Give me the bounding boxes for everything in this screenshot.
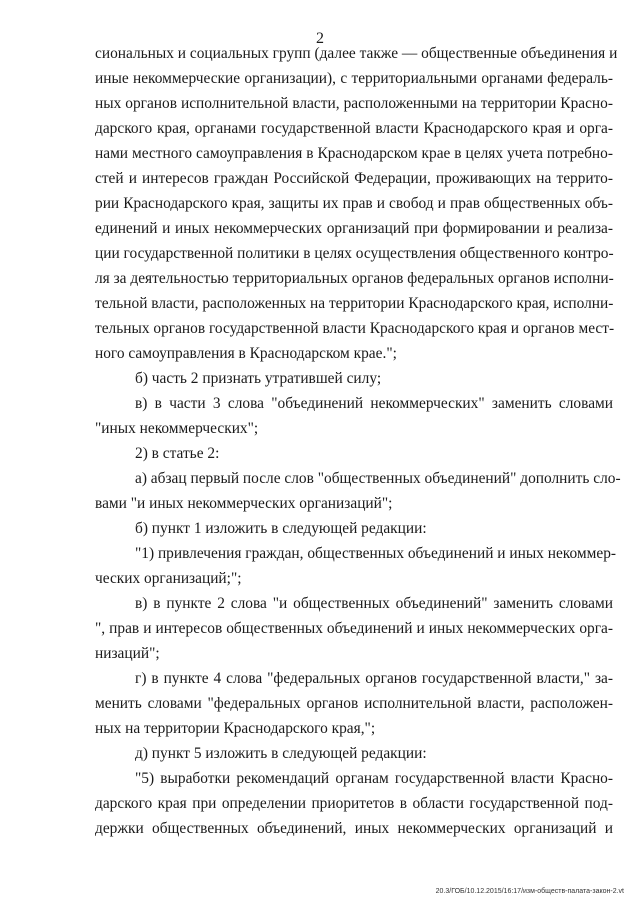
text-line: а) абзац первый после слов "общественных объединений" дополнить сло- [135, 470, 621, 487]
text-line: иные некоммерческие организации), с территориальными органами федераль- [95, 70, 613, 87]
text-line: ", прав и интересов общественных объединений и иных некоммерческих орга- [95, 620, 613, 637]
text-line: ного самоуправления в Краснодарском крае."; [95, 345, 397, 362]
text-line: низаций"; [95, 645, 160, 662]
text-line: "1) привлечения граждан, общественных объединений и иных некоммер- [135, 545, 617, 562]
text-line: г) в пункте 4 слова "федеральных органов государственной власти," за- [135, 670, 613, 687]
text-line: тельной власти, расположенных на территории Краснодарского края, исполни- [95, 295, 614, 312]
text-line: ческих организаций;"; [95, 570, 242, 587]
text-line: вами "и иных некоммерческих организаций"; [95, 495, 393, 512]
text-line: сиональных и социальных групп (далее также — общественные объединения и [95, 45, 618, 62]
page-number: 2 [316, 30, 324, 47]
text-line: ных органов исполнительной власти, расположенными на территории Красно- [95, 95, 613, 112]
text-line: б) пункт 1 изложить в следующей редакции: [135, 520, 427, 537]
text-line: 2) в статье 2: [135, 445, 220, 462]
text-line: б) часть 2 признать утратившей силу; [135, 370, 382, 387]
text-line: дарского края при определении приоритетов в области государственной под- [95, 795, 613, 812]
text-line: в) в части 3 слова "объединений некоммерческих" заменить словами [135, 395, 613, 412]
text-line: стей и интересов граждан Российской Федерации, проживающих на террито- [95, 170, 613, 187]
text-line: рии Краснодарского края, защиты их прав и свобод и прав общественных объ- [95, 195, 613, 212]
text-line: ных на территории Краснодарского края,"; [95, 720, 376, 737]
text-line: ля за деятельностью территориальных органов федеральных органов исполни- [95, 270, 614, 287]
footer-note: 20.3/ГОБ/10.12.2015/16:17/изм-обществ-палата-закон-2.vt [435, 888, 624, 895]
text-line: в) в пункте 2 слова "и общественных объединений" заменить словами [135, 595, 613, 612]
text-line: нами местного самоуправления в Краснодарском крае в целях учета потребно- [95, 145, 613, 162]
text-line: тельных органов государственной власти Краснодарского края и органов мест- [95, 320, 615, 337]
text-line: дарского края, органами государственной власти Краснодарского края и орга- [95, 120, 613, 137]
text-line: держки общественных объединений, иных некоммерческих организаций и [95, 820, 613, 837]
text-line: д) пункт 5 изложить в следующей редакции: [135, 745, 427, 762]
text-line: "иных некоммерческих"; [95, 420, 259, 437]
text-line: ции государственной политики в целях осуществления общественного контро- [95, 245, 614, 262]
text-line: "5) выработки рекомендаций органам государственной власти Красно- [135, 770, 613, 787]
text-line: единений и иных некоммерческих организаций при формировании и реализа- [95, 220, 613, 237]
text-line: менить словами "федеральных органов исполнительной власти, расположен- [95, 695, 613, 712]
